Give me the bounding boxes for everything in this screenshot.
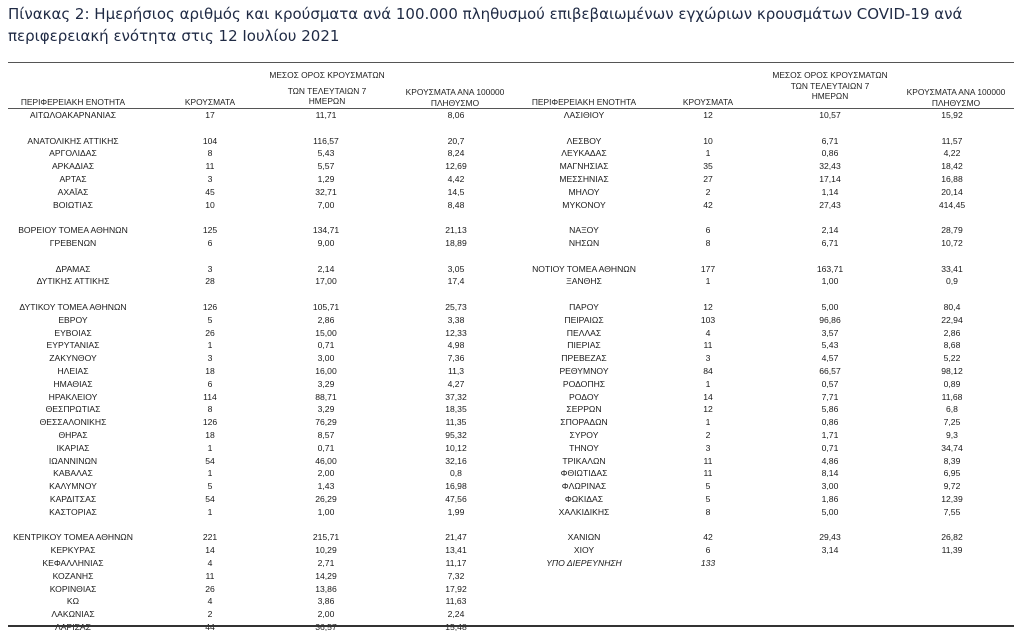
per100k-cell: 3,38: [447, 314, 465, 325]
cases-cell: 4: [207, 558, 213, 568]
cases-cell: 1: [705, 417, 711, 428]
cases-cell: 10: [703, 135, 713, 146]
per100k-cell: 18,42: [941, 161, 963, 172]
cases-cell: 3: [207, 174, 213, 184]
avg-cell: 7,00: [317, 199, 335, 210]
cases-cell: 14: [205, 545, 215, 556]
cases-cell: 35: [703, 161, 713, 172]
per100k-cell: 0,9: [946, 276, 958, 287]
region-cell: ΣΕΡΡΩΝ: [566, 404, 602, 415]
avg-cell: 6,71: [821, 238, 839, 248]
region-cell: ΣΥΡΟΥ: [569, 430, 599, 440]
avg-cell: 0,71: [317, 340, 335, 351]
region-cell: ΑΡΤΑΣ: [59, 174, 87, 184]
cases-cell: 2: [207, 609, 213, 620]
region-cell: ΠΕΙΡΑΙΩΣ: [564, 314, 604, 325]
per100k-cell: 7,36: [447, 353, 465, 364]
region-cell: ΚΟΖΑΝΗΣ: [52, 570, 94, 581]
avg-cell: 9,00: [317, 238, 335, 248]
cases-cell: 6: [207, 238, 213, 248]
per100k-cell: 7,55: [943, 506, 961, 517]
avg-cell: 134,71: [312, 225, 340, 236]
region-cell: ΔΡΑΜΑΣ: [55, 263, 91, 274]
per100k-cell: 9,72: [943, 481, 961, 492]
region-cell: ΕΥΡΥΤΑΝΙΑΣ: [46, 340, 100, 351]
cases-cell: 10: [205, 199, 215, 210]
cases-cell: 221: [202, 532, 218, 543]
avg-cell: 11,71: [315, 110, 337, 120]
avg-cell: 5,00: [821, 506, 839, 517]
region-cell: ΝΟΤΙΟΥ ΤΟΜΕΑ ΑΘΗΝΩΝ: [532, 263, 636, 274]
table-title: Πίνακας 2: Ημερήσιος αριθμός και κρούσματα ανά 100.000 πληθυσμού επιβεβαιωμένων εγχώριων κρουσμάτων COVID-19 ανά περιφερειακή ενότητα στις 12 Ιουλίου 2021: [8, 5, 963, 45]
per100k-cell: 10,12: [445, 442, 467, 453]
region-cell: ΠΕΛΛΑΣ: [566, 327, 602, 338]
avg-cell: 215,71: [312, 532, 340, 543]
region-cell: ΛΑΡΙΣΑΣ: [55, 622, 91, 632]
avg-cell: 32,71: [315, 186, 337, 197]
per100k-cell: 20,14: [941, 186, 963, 197]
per100k-cell: 1,99: [447, 506, 465, 517]
region-cell: ΛΕΥΚΑΔΑΣ: [561, 148, 607, 159]
region-cell: ΦΛΩΡΙΝΑΣ: [561, 481, 607, 492]
region-cell: ΔΥΤΙΚΗΣ ΑΤΤΙΚΗΣ: [36, 276, 110, 287]
region-cell: ΚΟΡΙΝΘΙΑΣ: [49, 583, 97, 594]
avg-cell: 17,00: [315, 276, 337, 287]
cases-cell: 5: [705, 494, 711, 504]
per100k-cell: 8,39: [943, 455, 961, 466]
per100k-cell: 11,68: [941, 391, 963, 402]
per100k-cell: 47,56: [445, 494, 467, 504]
per100k-cell: 98,12: [941, 366, 963, 376]
header-per100k-left: [390, 87, 520, 108]
region-cell: ΔΥΤΙΚΟΥ ΤΟΜΕΑ ΑΘΗΝΩΝ: [19, 302, 127, 312]
avg-cell: 2,00: [317, 468, 335, 479]
region-cell: ΙΩΑΝΝΙΝΩΝ: [48, 455, 98, 466]
region-cell: ΛΑΚΩΝΙΑΣ: [51, 609, 95, 620]
region-cell: ΜΕΣΣΗΝΙΑΣ: [559, 174, 609, 184]
avg-cell: 16,00: [315, 366, 337, 376]
region-cell: ΜΑΓΝΗΣΙΑΣ: [559, 161, 609, 172]
per100k-cell: 8,68: [943, 340, 961, 351]
per100k-cell: 34,74: [941, 442, 963, 453]
avg-cell: 3,14: [821, 545, 839, 556]
region-cell: ΝΑΞΟΥ: [569, 225, 599, 236]
header-avg-line-1: ΜΕΣΟΣ ΟΡΟΣ ΚΡΟΥΣΜΑΤΩΝ: [269, 70, 385, 80]
per100k-cell: 6,95: [943, 468, 961, 479]
per100k-cell: 4,42: [447, 174, 465, 184]
per100k-cell: 8,24: [447, 148, 465, 159]
cases-cell: 11: [703, 455, 713, 466]
region-cell: ΓΡΕΒΕΝΩΝ: [49, 238, 97, 248]
per100k-cell: 21,13: [445, 225, 467, 236]
avg-cell: 88,71: [315, 391, 337, 402]
cases-cell: 18: [205, 430, 215, 440]
region-cell: ΡΕΘΥΜΝΟΥ: [559, 366, 609, 376]
region-cell: ΛΕΣΒΟΥ: [566, 135, 602, 146]
per100k-cell: 4,98: [447, 340, 465, 351]
cases-cell: 1: [705, 148, 711, 159]
cases-cell: 4: [705, 327, 711, 338]
avg-cell: 0,71: [821, 442, 839, 453]
cases-cell: 12: [703, 302, 713, 312]
per100k-cell: 33,41: [941, 263, 963, 274]
per100k-cell: 22,94: [941, 314, 963, 325]
cases-cell: 5: [207, 481, 213, 492]
avg-cell: 1,14: [821, 186, 839, 197]
avg-cell: 66,57: [819, 366, 841, 376]
avg-cell: 1,86: [821, 494, 839, 504]
avg-cell: 5,43: [317, 148, 335, 159]
header-rule: [8, 108, 1014, 109]
per100k-cell: 6,8: [946, 404, 958, 415]
avg-cell: 32,43: [819, 161, 841, 172]
avg-cell: 0,57: [821, 378, 839, 389]
region-cell: ΦΘΙΩΤΙΔΑΣ: [560, 468, 608, 479]
avg-cell: 5,00: [821, 302, 839, 312]
cases-cell: 18: [205, 366, 215, 376]
avg-cell: 13,86: [315, 583, 337, 594]
avg-cell: 36,57: [315, 622, 337, 632]
region-cell: ΚΕΦΑΛΛΗΝΙΑΣ: [42, 558, 104, 568]
avg-cell: 8,57: [317, 430, 335, 440]
avg-cell: 6,71: [821, 135, 839, 146]
region-cell: ΕΒΡΟΥ: [58, 314, 88, 325]
per100k-cell: 11,17: [445, 558, 467, 568]
cases-cell: 3: [705, 353, 711, 364]
per100k-cell: 21,47: [445, 532, 467, 543]
region-cell: ΘΕΣΠΡΩΤΙΑΣ: [45, 404, 101, 415]
header-per100k-line-2: ΠΛΗΘΥΣΜΟ: [931, 97, 981, 108]
cases-cell: 11: [205, 161, 215, 172]
region-cell: ΚΩ: [66, 596, 80, 607]
region-cell: ΝΗΣΩΝ: [568, 238, 600, 248]
per100k-cell: 13,41: [445, 545, 467, 556]
header-avg-line-3: ΗΜΕΡΩΝ: [308, 96, 346, 106]
avg-cell: 1,43: [317, 481, 335, 492]
avg-cell: 1,00: [317, 506, 335, 517]
region-cell: ΑΝΑΤΟΛΙΚΗΣ ΑΤΤΙΚΗΣ: [27, 135, 119, 146]
region-cell: ΙΚΑΡΙΑΣ: [56, 442, 90, 453]
header-region-left: ΠΕΡΙΦΕΡΕΙΑΚΗ ΕΝΟΤΗΤΑ: [20, 97, 126, 107]
header-per100k-right: [890, 87, 1022, 108]
avg-cell: 27,43: [819, 199, 841, 210]
header-avg-left: [262, 70, 392, 107]
avg-cell: 2,00: [317, 609, 335, 620]
per100k-cell: 16,98: [445, 481, 467, 492]
header-avg-right: [765, 70, 895, 102]
cases-cell: 8: [207, 404, 213, 415]
cases-cell: 1: [705, 276, 711, 287]
avg-cell: 3,00: [821, 481, 839, 492]
top-rule: [8, 62, 1014, 63]
cases-cell: 2: [705, 430, 711, 440]
avg-cell: 96,86: [819, 314, 841, 325]
region-cell: ΚΑΒΑΛΑΣ: [53, 468, 93, 479]
per100k-cell: 32,16: [445, 455, 467, 466]
region-cell: ΡΟΔΟΥ: [569, 391, 599, 402]
avg-cell: 29,43: [819, 532, 841, 543]
avg-cell: 116,57: [313, 135, 339, 146]
cases-cell: 1: [207, 340, 213, 351]
region-cell: ΛΑΣΙΘΙΟΥ: [563, 110, 605, 120]
cases-cell: 6: [207, 378, 213, 389]
cases-cell: 11: [703, 340, 713, 351]
cases-cell: 54: [205, 455, 215, 466]
cases-cell: 6: [705, 545, 711, 556]
avg-cell: 5,43: [821, 340, 839, 351]
region-cell: ΚΕΡΚΥΡΑΣ: [50, 545, 96, 556]
cases-cell: 17: [205, 110, 215, 120]
region-cell: ΕΥΒΟΙΑΣ: [54, 327, 92, 338]
per100k-cell: 18,35: [445, 404, 467, 415]
avg-cell: 163,71: [816, 263, 844, 274]
cases-cell: 3: [207, 263, 213, 274]
header-cases-right: ΚΡΟΥΣΜΑΤΑ: [682, 97, 734, 107]
per100k-cell: 10,72: [941, 238, 963, 248]
region-cell: ΜΗΛΟΥ: [568, 186, 600, 197]
per100k-cell: 20,7: [447, 135, 465, 146]
cases-cell: 3: [207, 353, 213, 364]
cases-cell: 8: [207, 148, 213, 159]
avg-cell: 5,86: [821, 404, 839, 415]
region-cell: ΦΩΚΙΔΑΣ: [564, 494, 604, 504]
region-cell: ΘΗΡΑΣ: [58, 430, 88, 440]
cases-cell: 42: [703, 532, 713, 543]
avg-cell: 1,71: [821, 430, 839, 440]
cases-cell: 54: [205, 494, 215, 504]
avg-cell: 10,29: [315, 545, 337, 556]
cases-cell: 5: [207, 314, 213, 325]
region-cell: ΑΡΓΟΛΙΔΑΣ: [49, 148, 97, 159]
cases-cell: 26: [205, 583, 215, 594]
avg-cell: 0,71: [317, 442, 335, 453]
cases-cell: 126: [202, 417, 218, 428]
region-cell: ΘΕΣΣΑΛΟΝΙΚΗΣ: [39, 417, 107, 428]
avg-cell: 26,29: [315, 494, 337, 504]
cases-cell: 27: [703, 174, 713, 184]
per100k-cell: 18,89: [445, 238, 467, 248]
region-cell: ΧΑΛΚΙΔΙΚΗΣ: [558, 506, 610, 517]
region-cell: ΑΙΤΩΛΟΑΚΑΡΝΑΝΙΑΣ: [29, 110, 117, 120]
avg-cell: 14,29: [315, 570, 337, 581]
per100k-cell: 11,63: [445, 596, 467, 607]
region-cell: ΚΑΡΔΙΤΣΑΣ: [49, 494, 97, 504]
region-cell: ΠΑΡΟΥ: [569, 302, 599, 312]
per100k-cell: 11,39: [941, 545, 963, 556]
cases-cell: 3: [705, 442, 711, 453]
region-cell: ΤΡΙΚΑΛΩΝ: [562, 455, 606, 466]
avg-cell: 5,57: [317, 161, 335, 172]
per100k-cell: 28,79: [941, 225, 963, 236]
header-cases-left: ΚΡΟΥΣΜΑΤΑ: [184, 97, 236, 107]
per100k-cell: 16,88: [941, 174, 963, 184]
region-cell: ΥΠΟ ΔΙΕΡΕΥΝΗΣΗ: [546, 558, 622, 568]
region-cell: ΒΟΙΩΤΙΑΣ: [53, 199, 93, 210]
cases-cell: 2: [705, 186, 711, 197]
region-cell: ΗΜΑΘΙΑΣ: [53, 378, 93, 389]
per100k-cell: 2,24: [447, 609, 465, 620]
per100k-cell: 15,48: [445, 622, 467, 632]
per100k-cell: 7,32: [447, 570, 465, 581]
per100k-cell: 0,89: [943, 378, 961, 389]
avg-cell: 76,29: [315, 417, 337, 428]
cases-cell: 42: [703, 199, 713, 210]
avg-cell: 2,14: [821, 225, 839, 236]
cases-cell: 45: [205, 186, 215, 197]
avg-cell: 2,86: [317, 314, 335, 325]
per100k-cell: 9,3: [946, 430, 958, 440]
cases-cell: 1: [705, 378, 711, 389]
cases-cell: 114: [203, 391, 217, 402]
header-region-right: ΠΕΡΙΦΕΡΕΙΑΚΗ ΕΝΟΤΗΤΑ: [531, 97, 637, 107]
avg-cell: 1,29: [317, 174, 335, 184]
header-avg-line-2: ΤΩΝ ΤΕΛΕΥΤΑΙΩΝ 7: [287, 85, 367, 96]
region-cell: ΑΧΑΪΑΣ: [57, 186, 89, 197]
per100k-cell: 26,82: [941, 532, 963, 543]
region-cell: ΞΑΝΘΗΣ: [566, 276, 602, 287]
per100k-cell: 12,69: [445, 161, 467, 172]
per100k-cell: 2,86: [943, 327, 961, 338]
avg-cell: 15,00: [315, 327, 337, 338]
region-cell: ΣΠΟΡΑΔΩΝ: [560, 417, 608, 428]
region-cell: ΖΑΚΥΝΘΟΥ: [49, 353, 97, 364]
region-cell: ΚΕΝΤΡΙΚΟΥ ΤΟΜΕΑ ΑΘΗΝΩΝ: [13, 532, 133, 543]
avg-cell: 46,00: [315, 455, 337, 466]
cases-cell: 1: [207, 468, 213, 479]
region-cell: ΠΡΕΒΕΖΑΣ: [561, 353, 607, 364]
cases-cell: 12: [703, 404, 713, 415]
header-avg-line-3: ΗΜΕΡΩΝ: [811, 91, 849, 101]
per100k-cell: 25,73: [445, 302, 467, 312]
region-cell: ΗΛΕΙΑΣ: [57, 366, 89, 376]
cases-cell: 103: [700, 314, 716, 325]
avg-cell: 7,71: [821, 391, 839, 402]
cases-cell: 4: [207, 596, 213, 607]
cases-cell: 14: [703, 391, 713, 402]
cases-cell: 133: [700, 558, 716, 568]
cases-cell: 1: [207, 442, 213, 453]
per100k-cell: 12,39: [941, 494, 963, 504]
cases-cell: 12: [703, 110, 713, 120]
header-avg-line-2: ΤΩΝ ΤΕΛΕΥΤΑΙΩΝ 7: [790, 80, 870, 91]
per100k-cell: 4,27: [447, 378, 465, 389]
cases-cell: 104: [202, 135, 218, 146]
region-cell: ΚΑΛΥΜΝΟΥ: [49, 481, 97, 492]
per100k-cell: 414,45: [938, 199, 966, 210]
cases-cell: 84: [703, 366, 713, 376]
cases-cell: 44: [205, 622, 215, 632]
per100k-cell: 0,8: [450, 468, 462, 479]
avg-cell: 17,14: [819, 174, 841, 184]
header-avg-line-1: ΜΕΣΟΣ ΟΡΟΣ ΚΡΟΥΣΜΑΤΩΝ: [772, 70, 888, 80]
per100k-cell: 11,35: [445, 417, 467, 428]
per100k-cell: 7,25: [943, 417, 961, 428]
avg-cell: 10,57: [819, 110, 841, 120]
avg-cell: 0,86: [821, 417, 839, 428]
region-cell: ΒΟΡΕΙΟΥ ΤΟΜΕΑ ΑΘΗΝΩΝ: [18, 225, 128, 236]
per100k-cell: 4,22: [943, 148, 961, 159]
per100k-cell: 11,3: [447, 366, 465, 376]
per100k-cell: 17,92: [445, 583, 467, 594]
region-cell: ΡΟΔΟΠΗΣ: [562, 378, 606, 389]
cases-cell: 8: [705, 506, 711, 517]
avg-cell: 0,86: [821, 148, 839, 159]
per100k-cell: 95,32: [445, 430, 467, 440]
region-cell: ΜΥΚΟΝΟΥ: [562, 199, 606, 210]
per100k-cell: 14,5: [447, 186, 465, 197]
per100k-cell: 3,05: [447, 263, 465, 274]
header-per100k-line-1: ΚΡΟΥΣΜΑΤΑ ΑΝΑ 100000: [906, 87, 1006, 97]
region-cell: ΚΑΣΤΟΡΙΑΣ: [49, 506, 97, 517]
cases-cell: 5: [705, 481, 711, 492]
per100k-cell: 17,4: [447, 276, 465, 287]
avg-cell: 105,71: [312, 302, 340, 312]
cases-cell: 11: [703, 468, 713, 479]
region-cell: ΧΑΝΙΩΝ: [567, 532, 601, 543]
avg-cell: 4,57: [821, 353, 839, 364]
cases-cell: 26: [205, 327, 215, 338]
per100k-cell: 12,33: [445, 327, 467, 338]
avg-cell: 3,00: [317, 353, 335, 364]
per100k-cell: 15,92: [941, 110, 963, 120]
per100k-cell: 80,4: [943, 302, 961, 312]
cases-cell: 11: [205, 570, 215, 581]
region-cell: ΑΡΚΑΔΙΑΣ: [51, 161, 95, 172]
per100k-cell: 11,57: [941, 135, 963, 146]
header-per100k-line-1: ΚΡΟΥΣΜΑΤΑ ΑΝΑ 100000: [405, 87, 505, 97]
cases-cell: 28: [205, 276, 215, 287]
per100k-cell: 37,32: [445, 391, 467, 402]
cases-cell: 8: [705, 238, 711, 248]
avg-cell: 1,00: [821, 276, 839, 287]
region-cell: ΧΙΟΥ: [573, 545, 595, 556]
bottom-rule: [8, 625, 1014, 627]
cases-cell: 125: [202, 225, 218, 236]
cases-cell: 177: [700, 263, 716, 274]
per100k-cell: 8,06: [447, 110, 465, 120]
cases-cell: 6: [705, 225, 711, 236]
avg-cell: 2,71: [317, 558, 335, 568]
region-cell: ΤΗΝΟΥ: [569, 442, 599, 453]
avg-cell: 3,86: [317, 596, 335, 607]
avg-cell: 3,29: [317, 378, 335, 389]
avg-cell: 3,57: [821, 327, 839, 338]
region-cell: ΗΡΑΚΛΕΙΟΥ: [48, 391, 98, 402]
avg-cell: 8,14: [821, 468, 839, 479]
cases-cell: 1: [207, 506, 213, 517]
avg-cell: 3,29: [317, 404, 335, 415]
cases-cell: 126: [202, 302, 218, 312]
avg-cell: 4,86: [821, 455, 839, 466]
header-per100k-line-2: ΠΛΗΘΥΣΜΟ: [430, 97, 480, 108]
per100k-cell: 5,22: [943, 353, 961, 364]
region-cell: ΠΙΕΡΙΑΣ: [567, 340, 601, 351]
avg-cell: 2,14: [317, 263, 335, 274]
per100k-cell: 8,48: [447, 199, 465, 210]
